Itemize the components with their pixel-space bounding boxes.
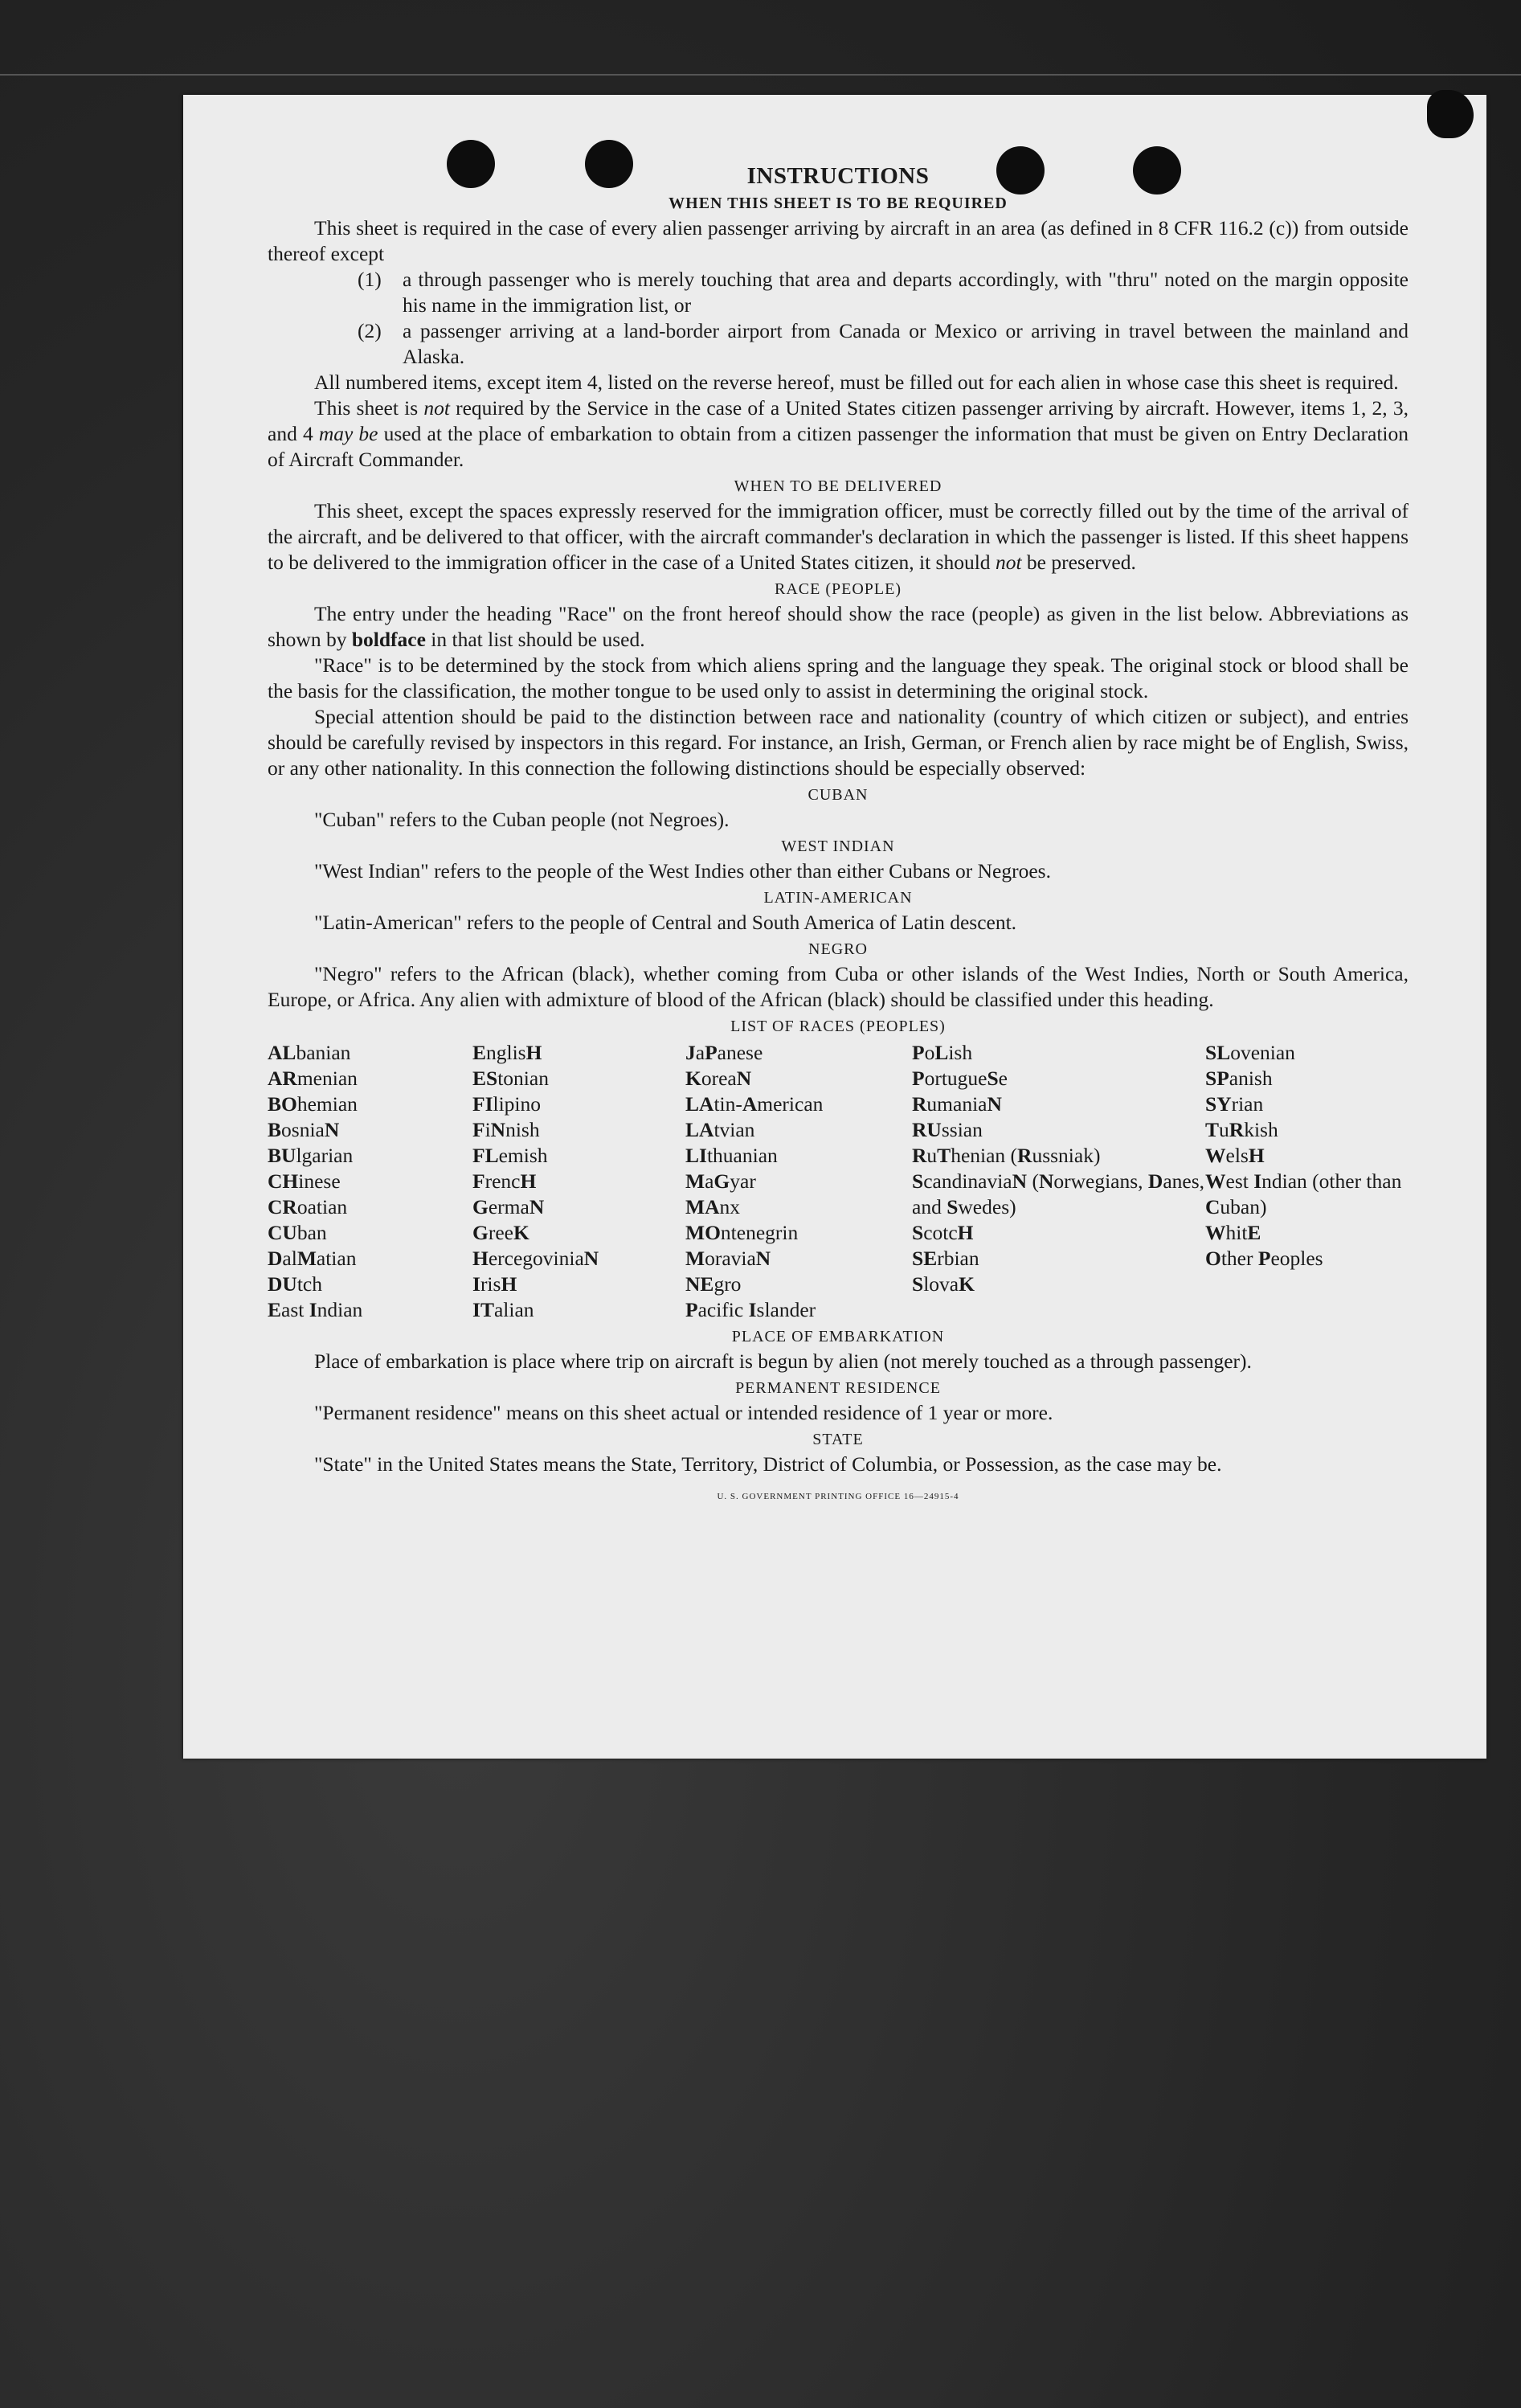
race-entry: RUssian — [912, 1118, 983, 1141]
section-heading-negro: NEGRO — [808, 940, 868, 958]
race-entry: WhitE — [1205, 1221, 1261, 1244]
scan-edge-line — [0, 74, 1521, 76]
races-column-4 — [912, 1040, 1205, 1323]
list-item-number: (2) — [358, 319, 382, 342]
race-entry: BUlgarian — [268, 1144, 354, 1167]
race-entry: MAnx — [685, 1195, 740, 1218]
race-entry: SLovenian — [1205, 1041, 1295, 1064]
race-entry: MoraviaN — [685, 1247, 771, 1270]
race-entry: East Indian — [268, 1298, 363, 1321]
paragraph: This sheet is not required by the Service in the case of a United States citizen passenger arriving by aircraft. However, items 1, 2, 3, and 4 may be used at the place of embarkation to obtain from a citizen passenger the information that must be given on Entry Declaration of Aircraft Commander. — [268, 396, 1409, 471]
section-heading-embarkation: PLACE OF EMBARKATION — [731, 1328, 945, 1345]
race-entry: MOntenegrin — [685, 1221, 799, 1244]
race-entry: MaGyar — [685, 1169, 756, 1193]
list-item — [358, 318, 1409, 370]
document-sheet — [183, 95, 1486, 1759]
section-heading-cuban: CUBAN — [808, 786, 869, 804]
race-entry: NEgro — [685, 1272, 742, 1296]
page-title: INSTRUCTIONS — [746, 163, 930, 189]
paragraph: This sheet, except the spaces expressly reserved for the immigration officer, must be correctly filled out by the time of the arrival of the aircraft, and be delivered to that officer, with the aircraft commander's declaration in which the passenger is listed. If this sheet happens to be delivered to the immigration officer in the case of a United States citizen, it should not be preserved. — [268, 499, 1409, 574]
race-entry: LAtin-American — [685, 1092, 824, 1116]
race-entry: CRoatian — [268, 1195, 348, 1218]
paragraph: The entry under the heading "Race" on the front hereof should show the race (people) as given in the list below. Abbreviations as shown by boldface in that list should be used. — [268, 602, 1409, 651]
paragraph: Special attention should be paid to the distinction between race and nationality (country of which citizen or subject), and entries should be carefully revised by inspectors in this regard. For instance, an Irish, German, or French alien by race might be of English, Swiss, or any other nationality. In this connection the following distinctions should be especially observed: — [268, 705, 1409, 780]
paragraph: "State" in the United States means the State, Territory, District of Columbia, or Possession, as the case may be. — [314, 1452, 1222, 1476]
race-entry: West Indian (other than Cuban) — [1205, 1169, 1402, 1218]
list-item-text: a passenger arriving at a land-border airport from Canada or Mexico or arriving in travel between the mainland and Alaska. — [403, 319, 1409, 368]
race-entry: JaPanese — [685, 1041, 763, 1064]
corner-stain — [1427, 90, 1474, 138]
race-entry: RumaniaN — [912, 1092, 1002, 1116]
races-column-2 — [472, 1040, 685, 1323]
race-entry: FLemish — [472, 1144, 548, 1167]
section-heading-required: WHEN THIS SHEET IS TO BE REQUIRED — [669, 195, 1008, 212]
race-entry: GermaN — [472, 1195, 545, 1218]
race-entry: PoLish — [912, 1041, 973, 1064]
section-heading-residence: PERMANENT RESIDENCE — [735, 1379, 941, 1397]
races-list — [268, 1040, 1409, 1323]
race-entry: RuThenian (Russniak) — [912, 1144, 1101, 1167]
race-entry: CUban — [268, 1221, 327, 1244]
section-heading-state: STATE — [812, 1431, 864, 1448]
race-entry: WelsH — [1205, 1144, 1265, 1167]
race-entry: CHinese — [268, 1169, 341, 1193]
paragraph: "Race" is to be determined by the stock from which aliens spring and the language they speak. The original stock or blood shall be the basis for the classification, the mother tongue to be used only to assist in determining the original stock. — [268, 653, 1409, 702]
paragraph: Place of embarkation is place where trip on aircraft is begun by alien (not merely touched as a through passenger). — [314, 1349, 1252, 1373]
section-heading-delivered: WHEN TO BE DELIVERED — [734, 477, 942, 495]
races-column-1 — [268, 1040, 472, 1323]
race-entry: GreeK — [472, 1221, 529, 1244]
paragraph: "Negro" refers to the African (black), whether coming from Cuba or other islands of the West Indies, North or South America, Europe, or Africa. Any alien with admixture of blood of the African (black) should be classified under this heading. — [268, 962, 1409, 1011]
race-entry: FIlipino — [472, 1092, 542, 1116]
section-heading-west-indian: WEST INDIAN — [781, 837, 895, 855]
race-entry: TuRkish — [1205, 1118, 1278, 1141]
race-entry: BOhemian — [268, 1092, 358, 1116]
race-entry: ScotcH — [912, 1221, 974, 1244]
section-heading-latin-american: LATIN-AMERICAN — [763, 889, 913, 907]
paragraph: "Cuban" refers to the Cuban people (not Negroes). — [314, 808, 730, 831]
race-entry: ALbanian — [268, 1041, 351, 1064]
race-entry: EnglisH — [472, 1041, 542, 1064]
race-entry: FrencH — [472, 1169, 537, 1193]
race-entry: DUtch — [268, 1272, 322, 1296]
race-entry: IrisH — [472, 1272, 517, 1296]
race-entry: FiNnish — [472, 1118, 540, 1141]
list-item-text: a through passenger who is merely touching that area and departs accordingly, with "thru" noted on the margin opposite his name in the immigration list, or — [403, 268, 1409, 317]
race-entry: LIthuanian — [685, 1144, 778, 1167]
race-entry: PortugueSe — [912, 1067, 1008, 1090]
paragraph: All numbered items, except item 4, listed on the reverse hereof, must be filled out for each alien in whose case this sheet is required. — [314, 371, 1399, 394]
list-item-number: (1) — [358, 268, 382, 291]
printing-office-footer: U. S. GOVERNMENT PRINTING OFFICE 16—24915-4 — [717, 1492, 959, 1501]
race-entry: Other Peoples — [1205, 1247, 1323, 1270]
races-column-3 — [685, 1040, 912, 1323]
paragraph: This sheet is required in the case of every alien passenger arriving by aircraft in an area (as defined in 8 CFR 116.2 (c)) from outside thereof except — [268, 216, 1409, 265]
races-column-5 — [1205, 1040, 1409, 1323]
race-entry: SYrian — [1205, 1092, 1264, 1116]
section-heading-races-list: LIST OF RACES (PEOPLES) — [730, 1018, 946, 1035]
paragraph: "West Indian" refers to the people of the West Indies other than either Cubans or Negroes. — [314, 859, 1051, 883]
paragraph: "Permanent residence" means on this sheet actual or intended residence of 1 year or more. — [314, 1401, 1053, 1424]
race-entry: EStonian — [472, 1067, 549, 1090]
section-heading-race: RACE (PEOPLE) — [775, 580, 902, 598]
race-entry: Pacific Islander — [685, 1298, 816, 1321]
race-entry: ITalian — [472, 1298, 534, 1321]
race-entry: DalMatian — [268, 1247, 357, 1270]
race-entry: SErbian — [912, 1247, 979, 1270]
race-entry: LAtvian — [685, 1118, 755, 1141]
race-entry: ARmenian — [268, 1067, 358, 1090]
race-entry: SlovaK — [912, 1272, 975, 1296]
race-entry: HercegoviniaN — [472, 1247, 599, 1270]
list-item — [358, 267, 1409, 318]
race-entry: KoreaN — [685, 1067, 752, 1090]
race-entry: ScandinaviaN (Norwegians, Danes, and Swedes) — [912, 1169, 1205, 1218]
race-entry: SPanish — [1205, 1067, 1273, 1090]
instructions-body — [268, 162, 1409, 1509]
paragraph: "Latin-American" refers to the people of Central and South America of Latin descent. — [314, 911, 1017, 934]
race-entry: BosniaN — [268, 1118, 340, 1141]
